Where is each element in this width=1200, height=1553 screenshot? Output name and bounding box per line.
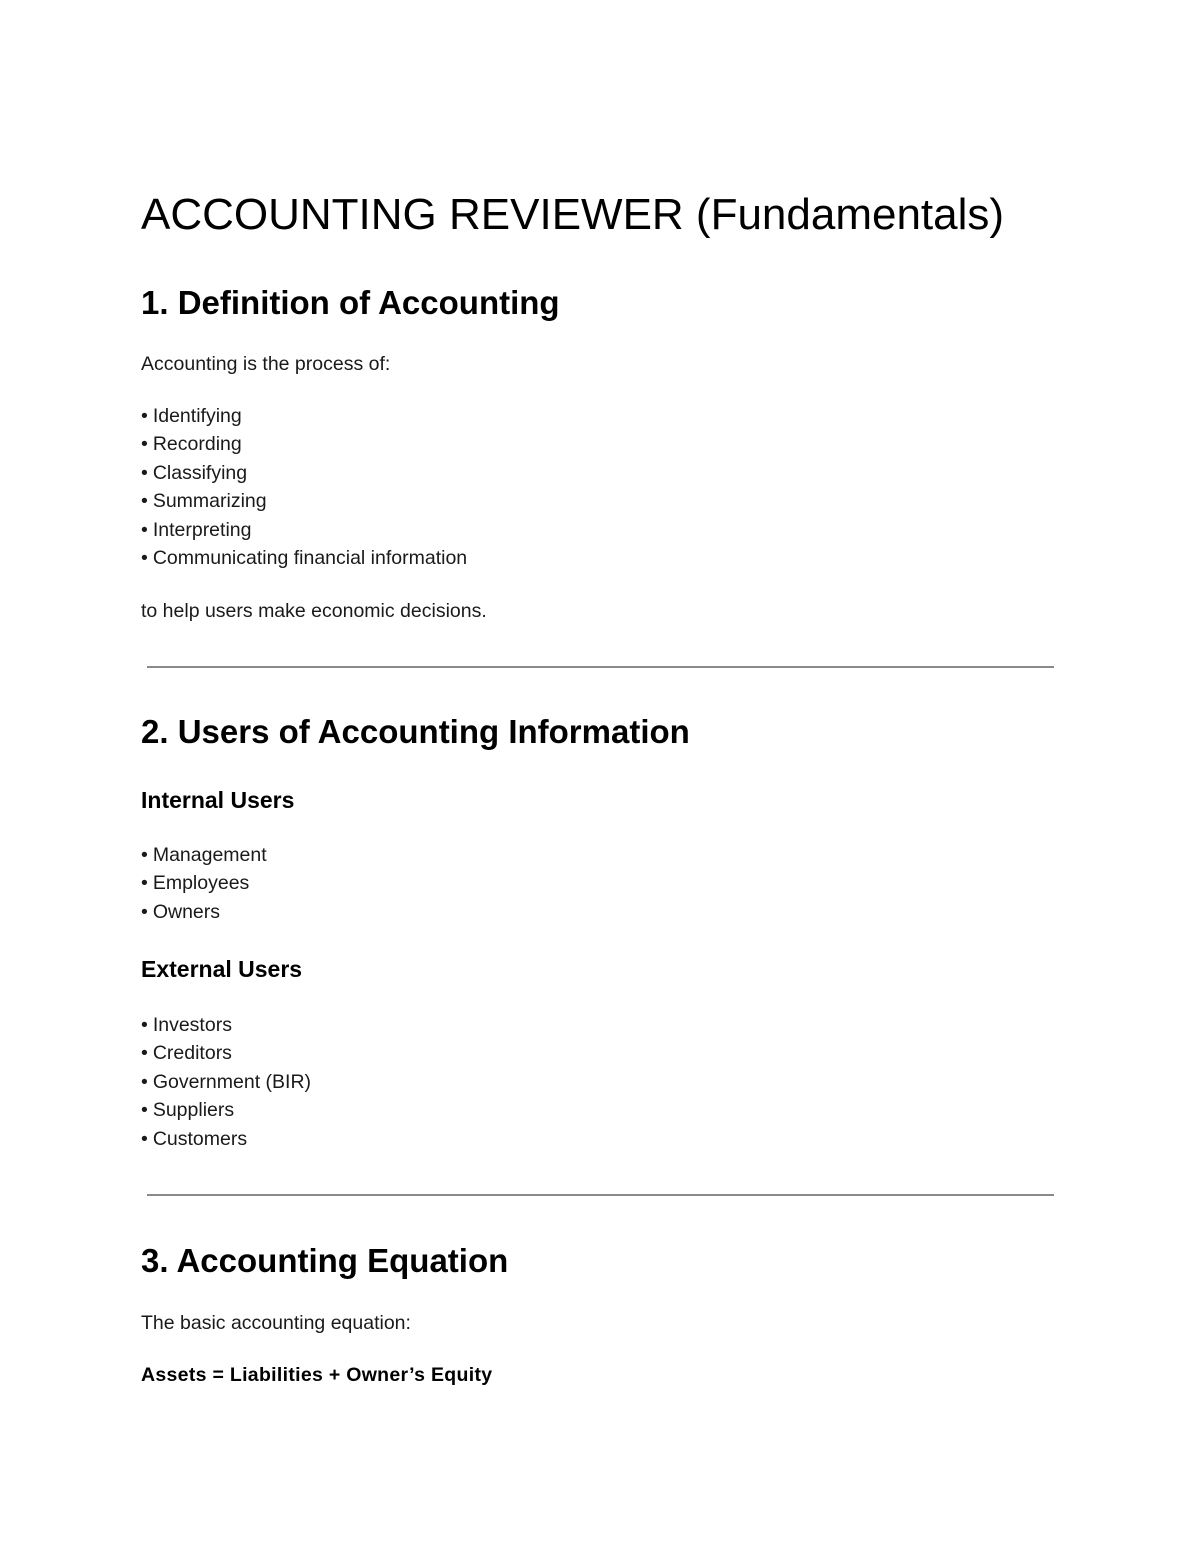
bullet-icon: •	[141, 405, 148, 427]
list-item: • Communicating financial information	[141, 546, 468, 569]
list-item: • Investors	[141, 1014, 232, 1036]
section-divider	[147, 1194, 1054, 1196]
section-1-process-list	[141, 402, 467, 572]
list-item: • Management	[141, 844, 267, 866]
accounting-equation: Assets = Liabilities + Owner’s Equity	[141, 1364, 493, 1386]
bullet-icon: •	[141, 490, 148, 513]
list-item: • Suppliers	[141, 1099, 235, 1122]
external-users-list	[141, 1011, 311, 1153]
list-item: • Identifying	[141, 405, 242, 427]
bullet-icon: •	[141, 1127, 148, 1150]
list-item: • Summarizing	[141, 490, 267, 513]
list-item: • Interpreting	[141, 518, 252, 541]
bullet-icon: •	[141, 1042, 148, 1065]
list-item: • Government (BIR)	[141, 1070, 312, 1093]
section-1-outro: to help users make economic decisions.	[141, 600, 487, 622]
section-divider	[147, 666, 1054, 668]
bullet-icon: •	[141, 546, 148, 569]
list-item: • Owners	[141, 900, 221, 923]
bullet-icon: •	[141, 1099, 148, 1122]
list-item: • Customers	[141, 1127, 248, 1150]
document-title: ACCOUNTING REVIEWER (Fundamentals)	[141, 190, 1005, 239]
internal-users-list	[141, 841, 267, 926]
bullet-icon: •	[141, 844, 148, 866]
section-3-intro: The basic accounting equation:	[141, 1312, 411, 1334]
bullet-icon: •	[141, 1070, 148, 1093]
bullet-icon: •	[141, 461, 148, 484]
bullet-icon: •	[141, 900, 148, 923]
section-2-heading: 2. Users of Accounting Information	[141, 713, 690, 750]
bullet-icon: •	[141, 518, 148, 541]
list-item: • Classifying	[141, 461, 248, 484]
section-1-heading: 1. Definition of Accounting	[141, 284, 560, 321]
external-users-heading: External Users	[141, 956, 303, 982]
list-item: • Employees	[141, 872, 250, 895]
internal-users-heading: Internal Users	[141, 787, 295, 813]
section-3-heading: 3. Accounting Equation	[141, 1242, 509, 1279]
bullet-icon: •	[141, 1014, 148, 1036]
section-1-intro: Accounting is the process of:	[141, 353, 391, 375]
bullet-icon: •	[141, 872, 148, 895]
list-item: • Creditors	[141, 1042, 232, 1065]
list-item: • Recording	[141, 433, 242, 456]
bullet-icon: •	[141, 433, 148, 456]
